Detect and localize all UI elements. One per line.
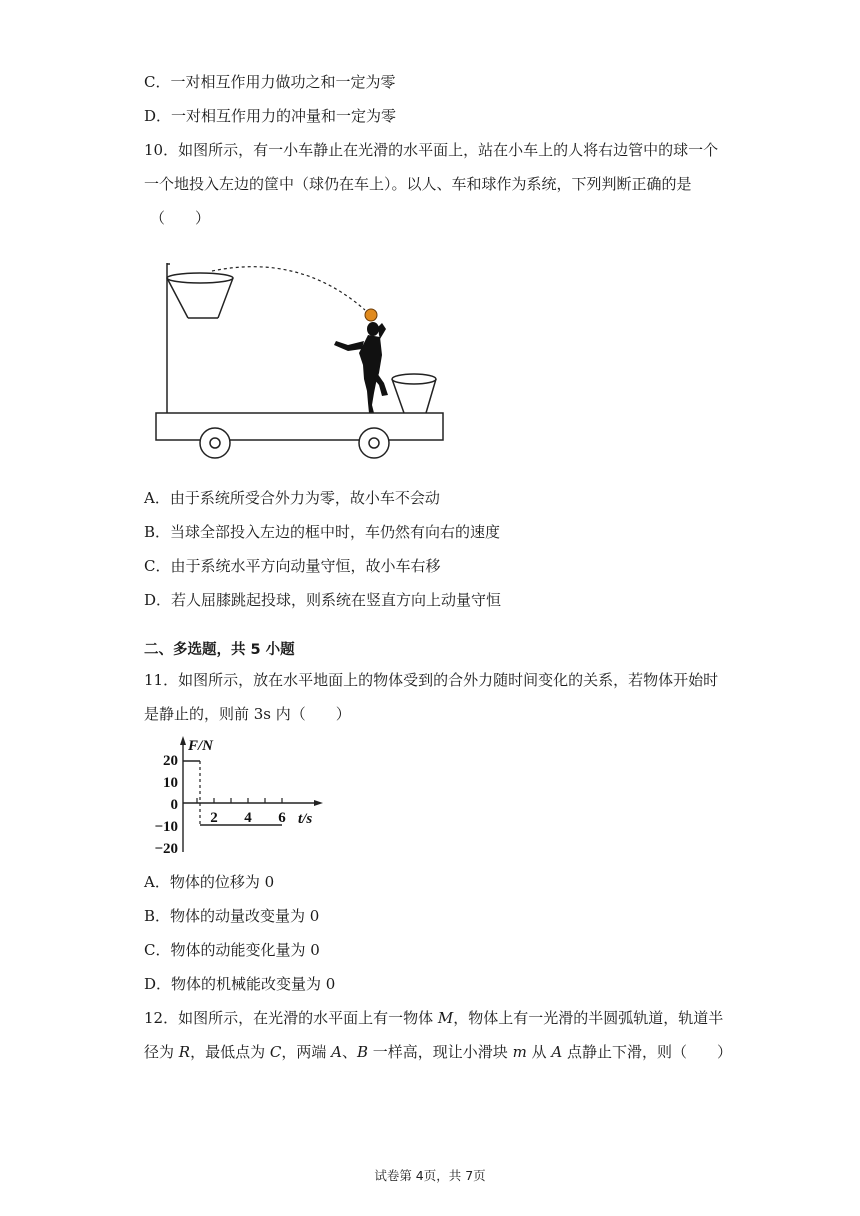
q11-option-d: D．物体的机械能改变量为 0 bbox=[144, 975, 336, 993]
person-silhouette bbox=[334, 322, 388, 413]
y-tick-neg10: −10 bbox=[154, 819, 178, 835]
ball-trajectory bbox=[212, 267, 365, 310]
x-tick-6: 6 bbox=[278, 810, 286, 826]
q12-stem-line2: 径为 R，最低点为 C，两端 A、B 一样高，现让小滑块 m 从 A 点静止下滑，则（ ） bbox=[144, 1043, 732, 1061]
q10-option-b: B．当球全部投入左边的框中时，车仍然有向右的速度 bbox=[144, 523, 501, 541]
q10-option-c: C．由于系统水平方向动量守恒，故小车右移 bbox=[144, 557, 441, 575]
wheel-left bbox=[200, 428, 230, 458]
q11-stem-line1: 11．如图所示，放在水平地面上的物体受到的合外力随时间变化的关系，若物体开始时 bbox=[144, 671, 719, 689]
x-tick-2: 2 bbox=[210, 810, 218, 826]
q11-option-b: B．物体的动量改变量为 0 bbox=[144, 907, 320, 925]
q11-force-time-graph bbox=[140, 732, 340, 862]
q10-option-d: D．若人屈膝跳起投球，则系统在竖直方向上动量守恒 bbox=[144, 591, 502, 609]
ball bbox=[365, 309, 377, 321]
wheel-right bbox=[359, 428, 389, 458]
q9-option-c: C．一对相互作用力做功之和一定为零 bbox=[144, 73, 396, 91]
q11-option-c: C．物体的动能变化量为 0 bbox=[144, 941, 320, 959]
right-basket bbox=[392, 374, 436, 413]
y-tick-20: 20 bbox=[163, 753, 178, 769]
q11-stem-line2: 是静止的，则前 3s 内（ ） bbox=[144, 705, 351, 723]
q10-stem-line2: 一个地投入左边的筐中（球仍在车上）。以人、车和球作为系统，下列判断正确的是 bbox=[144, 175, 692, 193]
q12-stem-line1: 12．如图所示，在光滑的水平面上有一物体 M，物体上有一光滑的半圆弧轨道，轨道半 bbox=[144, 1009, 724, 1027]
y-tick-neg20: −20 bbox=[154, 841, 178, 857]
q10-option-a: A．由于系统所受合外力为零，故小车不会动 bbox=[144, 489, 440, 507]
cart-body bbox=[156, 413, 443, 440]
page-footer: 试卷第 4页，共 7页 bbox=[374, 1168, 486, 1183]
x-tick-4: 4 bbox=[244, 810, 252, 826]
q9-option-d: D．一对相互作用力的冲量和一定为零 bbox=[144, 107, 397, 125]
q10-cart-figure bbox=[150, 255, 450, 465]
q11-option-a: A．物体的位移为 0 bbox=[144, 873, 275, 891]
q10-stem-line3: （ ） bbox=[150, 209, 211, 227]
x-axis-label: t/s bbox=[298, 811, 313, 827]
y-axis-label: F/N bbox=[188, 738, 214, 754]
q10-stem-line1: 10．如图所示，有一小车静止在光滑的水平面上，站在小车上的人将右边管中的球一个 bbox=[144, 141, 719, 159]
left-basket bbox=[167, 273, 233, 318]
y-tick-0: 0 bbox=[170, 797, 178, 813]
section-title-multiple-choice: 二、多选题，共 5 小题 bbox=[144, 642, 295, 658]
y-tick-10: 10 bbox=[163, 775, 178, 791]
